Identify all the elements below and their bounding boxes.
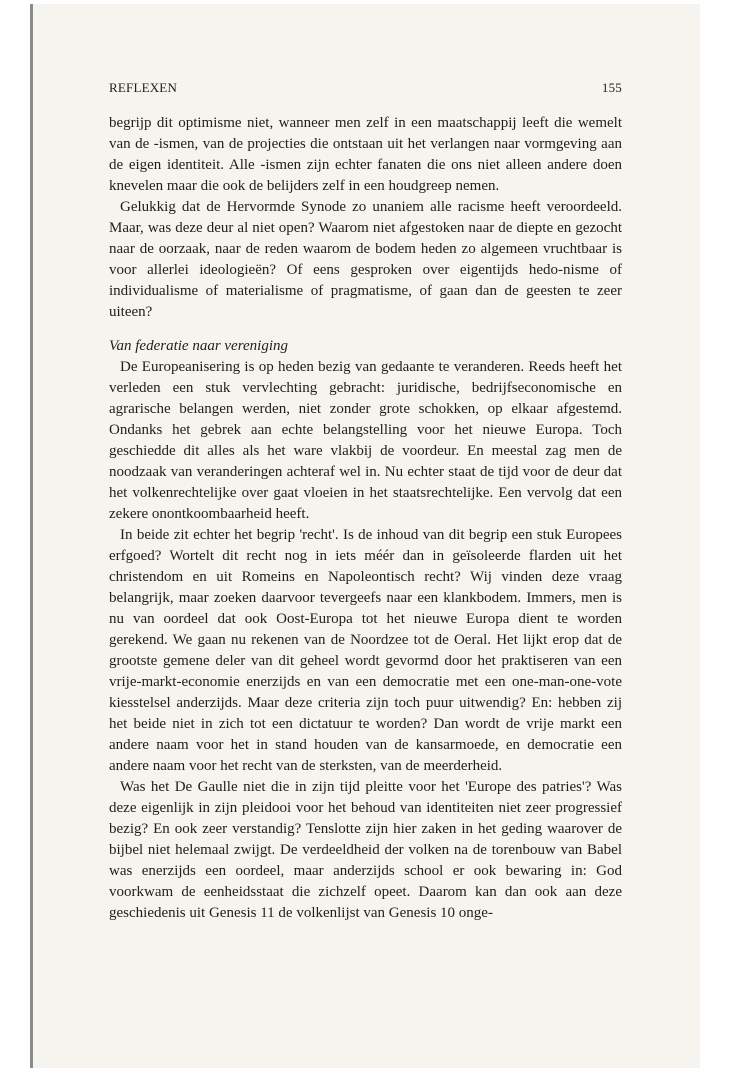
paragraph: Gelukkig dat de Hervormde Synode zo unaniem alle racisme heeft veroordeeld. Maar, was deze deur al niet open? Waarom niet afgestoken naar de diepte en gezocht naar de oorzaak, naar de reden waarom de bodem heden zo algemeen vruchtbaar is voor allerlei ideologieën? Of eens gesproken over eigentijds hedo-nisme of individualisme of materialisme of pragmatisme, of gaan dan de geesten te zeer uiteen? bbox=[109, 199, 622, 320]
paragraph: De Europeanisering is op heden bezig van gedaante te veranderen. Reeds heeft het verleden een stuk vervlechting gebracht: juridische, bedrijfseconomische en agrarische belangen werden, niet zonder grote schokken, op elkaar afgestemd. Ondanks het gebrek aan echte belangstelling voor het nieuwe Europa. Toch geschiedde dit alles als het ware vlakbij de voordeur. En meestal zag men de noodzaak van veranderingen achteraf wel in. Nu echter staat de tijd voor de deur dat het volkenrechtelijke over gaat vloeien in het staatsrechtelijke. Een vervolg dat een zekere onontkoombaarheid heeft. bbox=[109, 359, 622, 522]
paragraph: Was het De Gaulle niet die in zijn tijd pleitte voor het 'Europe des patries'? Was deze eigenlijk in zijn pleidooi voor het behoud van identiteiten niet zeer progressief bezig? En ook zeer verstandig? Tenslotte zijn hier zaken in het geding waarover de bijbel niet helemaal zwijgt. De verdeeldheid der volken na de torenbouw van Babel was enerzijds een oordeel, maar anderzijds school er ook bewaring in: God voorkwam de eenheidsstaat die zichzelf opeet. Daarom kan dan ook aan deze geschiedenis uit Genesis 11 de volkenlijst van Genesis 10 onge- bbox=[109, 779, 622, 921]
paragraph: begrijp dit optimisme niet, wanneer men zelf in een maatschappij leeft die wemelt van de -ismen, van de projecties die ontstaan uit het verlangen naar vormgeving aan de eigen identiteit. Alle -ismen zijn echter fanaten die ons niet alleen andere doen knevelen maar die ook de belijders zelf in een houdgreep nemen. bbox=[109, 115, 622, 194]
section-heading: Van federatie naar vereniging bbox=[109, 338, 288, 354]
body-text bbox=[109, 113, 622, 924]
page-number: 155 bbox=[601, 80, 622, 95]
running-header bbox=[109, 80, 622, 98]
running-title: REFLEXEN bbox=[109, 80, 178, 95]
paragraph: In beide zit echter het begrip 'recht'. Is de inhoud van dit begrip een stuk Europees erfgoed? Wortelt dit recht nog in iets méér dan in geïsoleerde flarden uit het christendom en uit Romeins en Napoleontisch recht? Wij vinden deze vraag belangrijk, maar zoeken daarvoor tevergeefs naar een klankbodem. Immers, men is nu van oordeel dat ook Oost-Europa tot het nieuwe Europa dient te worden gerekend. We gaan nu rekenen van de Noordzee tot de Oeral. Het lijkt erop dat de grootste gemene deler van dit geheel wordt gevormd door het praktiseren van een vrije-markt-economie enerzijds en van een democratie met een one-man-one-vote kiesstelsel anderzijds. Maar deze criteria zijn toch puur uitwendig? En: hebben zij het beide niet in zich tot een dictatuur te worden? Dan wordt de vrije markt een andere naam voor het in stand houden van de kansarmoede, en democratie een andere naam voor het recht van de sterksten, van de meerderheid. bbox=[109, 527, 622, 774]
scan-shadow-edge bbox=[30, 4, 33, 1068]
